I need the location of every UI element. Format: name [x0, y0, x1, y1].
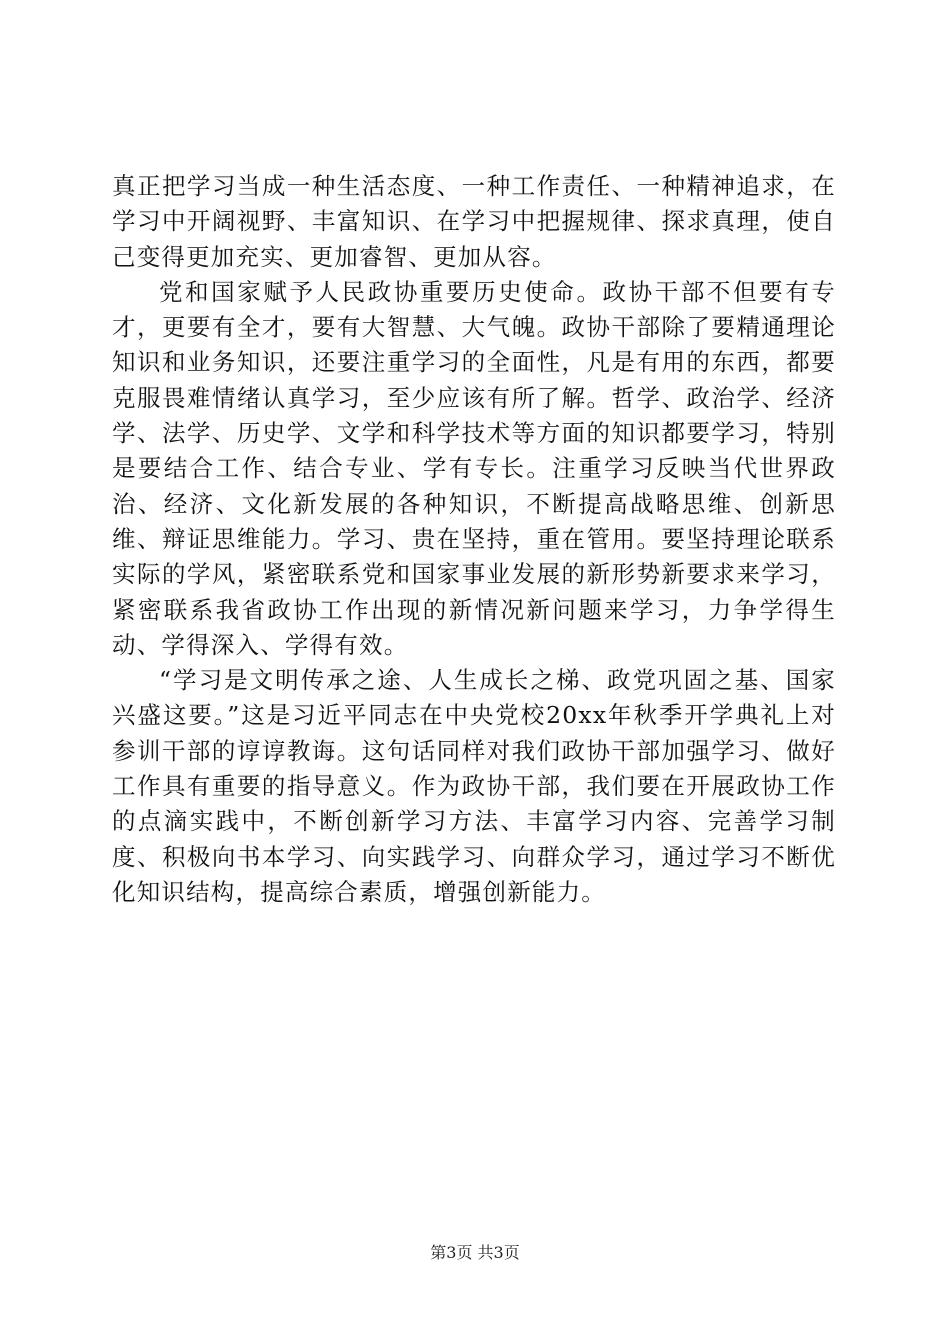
page-number-footer: 第3页 共3页 — [430, 1243, 520, 1262]
paragraph-mission: 党和国家赋予人民政协重要历史使命。政协干部不但要有专才，更要有全才，要有大智慧、大气魄。政协干部除了要精通理论知识和业务知识，还要注重学习的全面性，凡是有用的东西，都要克服畏难情绪认真学习，至少应该有所了解。哲学、政治学、经济学、法学、历史学、文学和科学技术等方面的知识都要学习，特别是要结合工作、结合专业、学有专长。注重学习反映当代世界政治、经济、文化新发展的各种知识，不断提高战略思维、创新思维、辩证思维能力。学习、贵在坚持，重在管用。要坚持理论联系实际的学风，紧密联系党和国家事业发展的新形势新要求来学习，紧密联系我省政协工作出现的新情况新问题来学习，力争学得生动、学得深入、学得有效。 — [112, 277, 836, 659]
paragraph-quote: “学习是文明传承之途、人生成长之梯、政党巩固之基、国家兴盛这要。”这是习近平同志在中央党校20xx年秋季开学典礼上对参训干部的谆谆教诲。这句话同样对我们政协干部加强学习、做好工作具有重要的指导意义。作为政协干部，我们要在开展政协工作的点滴实践中，不断创新学习方法、丰富学习内容、完善学习制度、积极向书本学习、向实践学习、向群众学习，通过学习不断优化知识结构，提高综合素质，增强创新能力。 — [112, 666, 836, 906]
paragraph-continuation: 真正把学习当成一种生活态度、一种工作责任、一种精神追求，在学习中开阔视野、丰富知识、在学习中把握规律、探求真理，使自己变得更加充实、更加睿智、更加从容。 — [112, 172, 836, 271]
document-body — [112, 169, 836, 910]
